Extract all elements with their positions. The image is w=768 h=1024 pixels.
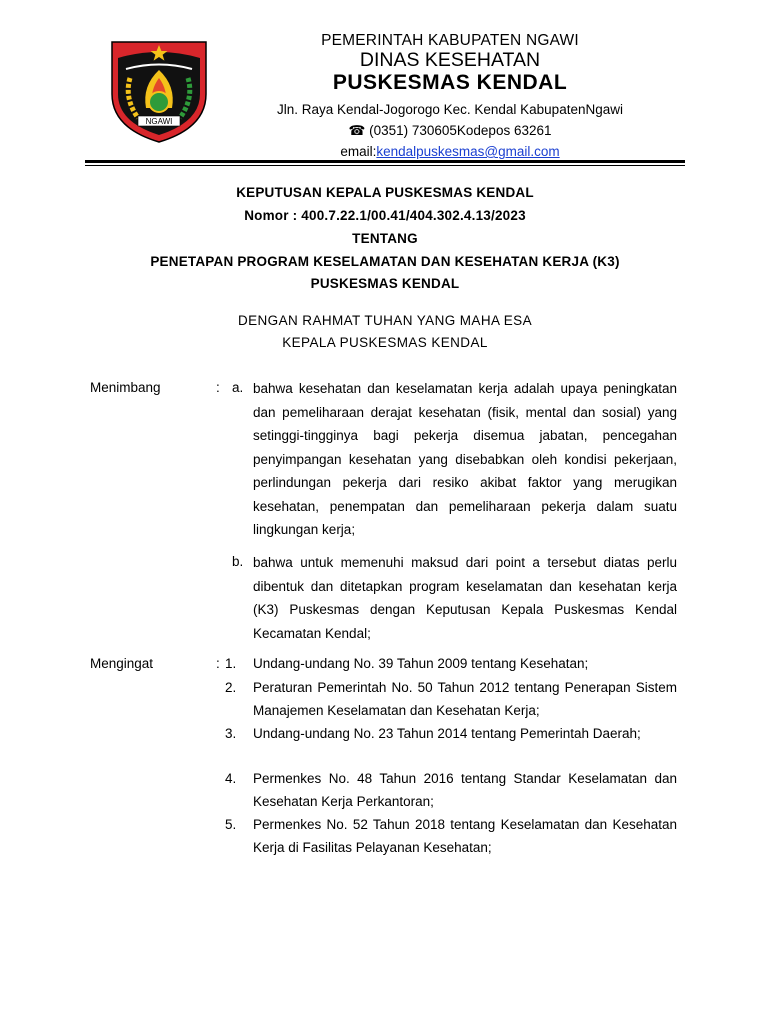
phone-text: (0351) 730605Kodepos 63261	[365, 123, 552, 138]
decree-subject: PENETAPAN PROGRAM KESELAMATAN DAN KESEHATAN KERJA (K3)	[150, 254, 620, 269]
menimbang-marker-b: b.	[232, 554, 244, 569]
mengingat-marker-5: 5.	[225, 817, 237, 832]
mengingat-item-2: Peraturan Pemerintah No. 50 Tahun 2012 tentang Penerapan Sistem Manajemen Keselamatan dan Kesehatan Kerja;	[253, 680, 677, 718]
decree-subject-org: PUSKESMAS KENDAL	[310, 276, 460, 291]
dept-name: DINAS KESEHATAN	[359, 49, 541, 71]
decree-tentang: TENTANG	[352, 231, 418, 246]
menimbang-colon: :	[216, 380, 220, 395]
mengingat-marker-1: 1.	[225, 656, 237, 671]
mengingat-item-3: Undang-undang No. 23 Tahun 2014 tentang Pemerintah Daerah;	[253, 726, 641, 741]
emblem-text: NGAWI	[145, 117, 173, 126]
mengingat-label: Mengingat	[90, 656, 154, 671]
issuer: KEPALA PUSKESMAS KENDAL	[282, 335, 488, 350]
mengingat-marker-4: 4.	[225, 771, 237, 786]
menimbang-marker-a: a.	[232, 380, 244, 395]
menimbang-point-a: bahwa kesehatan dan keselamatan kerja adalah upaya peningkatan dan pemeliharaan derajat kesehatan (fisik, mental dan sosial) yang setinggi-tingginya bagi pekerja disemua jabatan, pencegahan penyimpangan kesehatan yang disebabkan oleh kondisi pekerjaan, perlindungan pekerja dari resiko akibat faktor yang merugikan kesehatan, penempatan dan pemeliharaan pekerja dalam suatu lingkungan kerja;	[253, 381, 677, 537]
menimbang-point-b: bahwa untuk memenuhi maksud dari point a tersebut diatas perlu dibentuk dan ditetapkan program keselamatan dan kesehatan kerja (K3) Puskesmas dengan Keputusan Kepala Puskesmas Kendal Kecamatan Kendal;	[253, 555, 677, 641]
invocation: DENGAN RAHMAT TUHAN YANG MAHA ESA	[237, 313, 532, 328]
mengingat-marker-3: 3.	[225, 726, 237, 741]
address: Jln. Raya Kendal-Jogorogo Kec. Kendal KabupatenNgawi	[277, 102, 623, 117]
gov-name: PEMERINTAH KABUPATEN NGAWI	[321, 32, 579, 49]
menimbang-label: Menimbang	[90, 380, 161, 395]
email-link[interactable]: kendalpuskesmas@gmail.com	[376, 144, 560, 159]
letterhead	[215, 32, 685, 162]
ngawi-emblem-icon	[108, 36, 210, 144]
mengingat-colon: :	[216, 656, 220, 671]
letterhead-divider	[85, 160, 685, 163]
phone-line	[215, 120, 685, 141]
decree-number: Nomor : 400.7.22.1/00.41/404.302.4.13/2023	[244, 208, 526, 223]
decree-title: KEPUTUSAN KEPALA PUSKESMAS KENDAL	[236, 185, 534, 200]
email-line	[215, 141, 685, 162]
letterhead-divider-thin	[85, 165, 685, 166]
email-label: email:	[340, 144, 377, 159]
mengingat-item-4: Permenkes No. 48 Tahun 2016 tentang Standar Keselamatan dan Kesehatan Kerja Perkantoran;	[253, 771, 677, 809]
mengingat-item-5: Permenkes No. 52 Tahun 2018 tentang Keselamatan dan Kesehatan Kerja di Fasilitas Pelayanan Kesehatan;	[253, 817, 677, 855]
org-name: PUSKESMAS KENDAL	[332, 71, 568, 94]
phone-icon: ☎	[348, 123, 366, 138]
mengingat-marker-2: 2.	[225, 680, 237, 695]
mengingat-item-1: Undang-undang No. 39 Tahun 2009 tentang Kesehatan;	[253, 656, 589, 671]
